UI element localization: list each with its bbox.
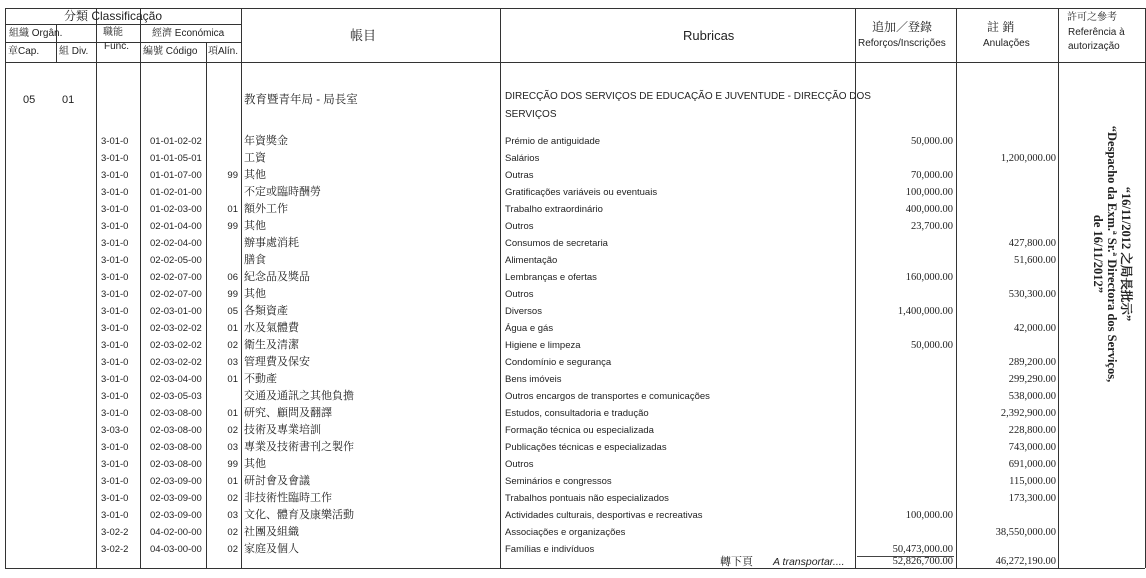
section-div: 01 [62,94,75,106]
table-row [0,405,1146,422]
header-anulacoes-zh: 註 銷 [987,20,1015,34]
alinea: 06 [227,272,238,283]
anulacao-amount: 42,000.00 [1014,323,1056,334]
alinea: 02 [227,544,238,555]
func-code: 3-01-0 [101,374,129,385]
rubrica-pt: Salários [505,153,540,164]
table-row [0,422,1146,439]
table-row [0,218,1146,235]
rubrica-zh: 其他 [244,169,266,181]
reforco-amount: 1,400,000.00 [897,306,953,317]
rubrica-zh: 非技術性臨時工作 [244,492,332,504]
economic-code: 02-02-04-00 [150,238,202,249]
section-cap: 05 [23,94,36,106]
economic-code: 02-03-02-02 [150,340,202,351]
anulacao-amount: 289,200.00 [1008,357,1056,368]
table-row [0,490,1146,507]
transport-zh: 轉下頁 [720,556,753,568]
table-row [0,303,1146,320]
alinea: 99 [227,459,238,470]
table-row [0,150,1146,167]
economic-code: 02-02-07-00 [150,272,202,283]
anulacao-amount: 2,392,900.00 [1000,408,1056,419]
section-title-pt-1: DIRECÇÃO DOS SERVIÇOS DE EDUCAÇÃO E JUVENTUDE - DIRECÇÃO DOS [505,91,871,102]
economic-code: 01-02-01-00 [150,187,202,198]
anulacao-amount: 173,300.00 [1008,493,1056,504]
alinea: 01 [227,323,238,334]
func-code: 3-01-0 [101,289,129,300]
economic-code: 02-03-05-03 [150,391,202,402]
header-rubricas-zh: 帳目 [350,28,377,43]
anulacao-amount: 51,600.00 [1014,255,1056,266]
economic-code: 01-01-02-02 [150,136,202,147]
rubrica-pt: Actividades culturais, desportivas e recreativas [505,510,703,521]
authorization-reference [1065,96,1145,396]
section-title-pt-2: SERVIÇOS [505,109,557,120]
rubrica-zh: 管理費及保安 [244,356,310,368]
rubrica-zh: 研討會及會議 [244,475,310,487]
header-func-zh: 職能 [103,27,123,38]
table-row [0,320,1146,337]
anulacao-amount: 1,200,000.00 [1000,153,1056,164]
reforco-amount: 50,473,000.00 [892,544,953,555]
anulacao-amount: 538,000.00 [1008,391,1056,402]
header-alin: 項Alín. [208,46,239,57]
func-code: 3-01-0 [101,357,129,368]
rubrica-pt: Outros [505,459,534,470]
header-ref-zh: 許可之參考 [1067,12,1117,23]
alinea: 99 [227,289,238,300]
table-row [0,473,1146,490]
total-reforcos: 52,826,700.00 [892,556,953,567]
table-row [0,541,1146,558]
table-row [0,286,1146,303]
header-ref-pt2: autorização [1068,41,1120,52]
header-cap: 章Cap. [8,46,40,57]
func-code: 3-01-0 [101,153,129,164]
rubrica-pt: Alimentação [505,255,558,266]
alinea: 05 [227,306,238,317]
economic-code: 02-03-04-00 [150,374,202,385]
func-code: 3-01-0 [101,442,129,453]
func-code: 3-01-0 [101,340,129,351]
rubrica-zh: 工資 [244,152,266,164]
alinea: 01 [227,408,238,419]
header-reforcos-pt: Reforços/Inscrições [858,38,946,49]
alinea: 99 [227,221,238,232]
rubrica-pt: Prémio de antiguidade [505,136,601,147]
economic-code: 04-02-00-00 [150,527,202,538]
reforco-amount: 100,000.00 [905,187,953,198]
func-code: 3-01-0 [101,510,129,521]
table-row [0,439,1146,456]
rubrica-pt: Água e gás [505,323,554,334]
table-row [0,524,1146,541]
economic-code: 02-03-02-02 [150,323,202,334]
anulacao-amount: 115,000.00 [1009,476,1056,487]
rubrica-zh: 其他 [244,220,266,232]
rubrica-zh: 辦事處消耗 [244,237,299,249]
func-code: 3-01-0 [101,391,129,402]
rubrica-pt: Gratificações variáveis ou eventuais [505,187,658,198]
rubrica-zh: 紀念品及獎品 [244,271,310,283]
reforco-amount: 160,000.00 [905,272,953,283]
header-ref-pt1: Referência à [1068,27,1125,38]
rubrica-pt: Lembranças e ofertas [505,272,597,283]
func-code: 3-01-0 [101,459,129,470]
table-row [0,235,1146,252]
economic-code: 02-03-08-00 [150,442,202,453]
rubrica-zh: 不定或臨時酬勞 [244,186,321,198]
economic-code: 02-03-01-00 [150,306,202,317]
header-economica: 經濟 Económica [152,28,225,39]
rubrica-pt: Trabalho extraordinário [505,204,603,215]
alinea: 02 [227,340,238,351]
header-codigo: 編號 Código [143,46,198,57]
anulacao-amount: 299,290.00 [1008,374,1056,385]
func-code: 3-02-2 [101,527,129,538]
economic-code: 02-03-09-00 [150,510,202,521]
authorization-line-1: “16/11/2012 之局長批示” [1119,186,1133,322]
alinea: 01 [227,374,238,385]
alinea: 03 [227,357,238,368]
rubrica-pt: Outros [505,289,534,300]
rubrica-zh: 年資獎金 [244,135,288,147]
reforco-amount: 50,000.00 [911,340,953,351]
table-row [0,167,1146,184]
economic-code: 02-01-04-00 [150,221,202,232]
func-code: 3-01-0 [101,187,129,198]
rubrica-zh: 不動產 [244,373,277,385]
rubrica-zh: 其他 [244,288,266,300]
rubrica-zh: 研究、顧問及翻譯 [244,407,332,419]
economic-code: 02-03-02-02 [150,357,202,368]
rubrica-pt: Outros [505,221,534,232]
anulacao-amount: 228,800.00 [1008,425,1056,436]
economic-code: 02-03-08-00 [150,459,202,470]
economic-code: 04-03-00-00 [150,544,202,555]
func-code: 3-01-0 [101,476,129,487]
total-anulacoes: 46,272,190.00 [995,556,1056,567]
anulacao-amount: 427,800.00 [1008,238,1056,249]
func-code: 3-01-0 [101,255,129,266]
rubrica-pt: Diversos [505,306,542,317]
anulacao-amount: 530,300.00 [1008,289,1056,300]
economic-code: 02-03-08-00 [150,408,202,419]
alinea: 02 [227,527,238,538]
rubrica-zh: 其他 [244,458,266,470]
rubrica-zh: 額外工作 [244,203,288,215]
func-code: 3-02-2 [101,544,129,555]
alinea: 01 [227,204,238,215]
func-code: 3-01-0 [101,170,129,181]
rubrica-zh: 交通及通訊之其他負擔 [244,390,354,402]
table-row [0,456,1146,473]
economic-code: 02-02-05-00 [150,255,202,266]
func-code: 3-01-0 [101,272,129,283]
rubrica-pt: Associações e organizações [505,527,626,538]
rubrica-pt: Publicações técnicas e especializadas [505,442,667,453]
rubrica-pt: Condomínio e segurança [505,357,612,368]
economic-code: 01-02-03-00 [150,204,202,215]
rubrica-zh: 家庭及個人 [244,543,299,555]
rubrica-pt: Higiene e limpeza [505,340,581,351]
anulacao-amount: 38,550,000.00 [995,527,1056,538]
header-reforcos-zh: 追加／登錄 [872,20,933,34]
table-row [0,184,1146,201]
alinea: 03 [227,442,238,453]
alinea: 01 [227,476,238,487]
authorization-line-3: de 16/11/2012” [1091,214,1105,294]
header-div: 組 Div. [59,46,89,57]
func-code: 3-01-0 [101,221,129,232]
table-row [0,252,1146,269]
func-code: 3-01-0 [101,493,129,504]
transport-pt: A transportar.... [773,556,845,568]
rubrica-zh: 水及氣體費 [244,322,299,334]
header-anulacoes-pt: Anulações [983,38,1030,49]
reforco-amount: 70,000.00 [911,170,953,181]
anulacao-amount: 691,000.00 [1008,459,1056,470]
rubrica-zh: 衛生及清潔 [244,339,299,351]
rubrica-zh: 文化、體育及康樂活動 [244,509,354,521]
func-code: 3-01-0 [101,306,129,317]
table-row [0,201,1146,218]
rubrica-pt: Outras [505,170,534,181]
header-classificacao: 分類 Classificação [64,9,163,23]
table-row [0,388,1146,405]
func-code: 3-01-0 [101,323,129,334]
table-row [0,354,1146,371]
func-code: 3-01-0 [101,136,129,147]
table-row [0,133,1146,150]
alinea: 99 [227,170,238,181]
rubrica-zh: 技術及專業培訓 [244,424,321,436]
table-row [0,507,1146,524]
economic-code: 02-03-09-00 [150,493,202,504]
table-row [0,269,1146,286]
rubrica-pt: Bens imóveis [505,374,562,385]
func-code: 3-01-0 [101,204,129,215]
table-row [0,337,1146,354]
func-code: 3-01-0 [101,408,129,419]
economic-code: 01-01-07-00 [150,170,202,181]
reforco-amount: 100,000.00 [905,510,953,521]
rubrica-zh: 各類資產 [244,305,288,317]
header-func-pt: Func. [104,41,130,52]
rubrica-pt: Famílias e indivíduos [505,544,595,555]
alinea: 02 [227,493,238,504]
economic-code: 02-02-07-00 [150,289,202,300]
func-code: 3-03-0 [101,425,129,436]
rubrica-pt: Outros encargos de transportes e comunicações [505,391,710,402]
rubrica-pt: Estudos, consultadoria e tradução [505,408,649,419]
table-row [0,371,1146,388]
anulacao-amount: 743,000.00 [1008,442,1056,453]
economic-code: 02-03-08-00 [150,425,202,436]
alinea: 02 [227,425,238,436]
rubrica-zh: 專業及技術書刊之製作 [244,441,354,453]
rubrica-pt: Trabalhos pontuais não especializados [505,493,669,504]
alinea: 03 [227,510,238,521]
reforco-amount: 50,000.00 [911,136,953,147]
header-organ: 組織 Orgân. [9,28,63,39]
header-rubricas-pt: Rubricas [683,28,735,43]
economic-code: 01-01-05-01 [150,153,202,164]
reforco-amount: 23,700.00 [911,221,953,232]
func-code: 3-01-0 [101,238,129,249]
section-title-zh: 教育暨青年局 - 局長室 [244,94,358,106]
rubrica-pt: Formação técnica ou especializada [505,425,654,436]
rubrica-zh: 膳食 [244,254,266,266]
economic-code: 02-03-09-00 [150,476,202,487]
rubrica-pt: Seminários e congressos [505,476,612,487]
reforco-amount: 400,000.00 [905,204,953,215]
rubrica-pt: Consumos de secretaria [505,238,608,249]
rubrica-zh: 社團及組織 [244,526,299,538]
authorization-line-2: “Despacho da Exm.ª Sr.ª Directora dos Serviços, [1105,125,1119,383]
